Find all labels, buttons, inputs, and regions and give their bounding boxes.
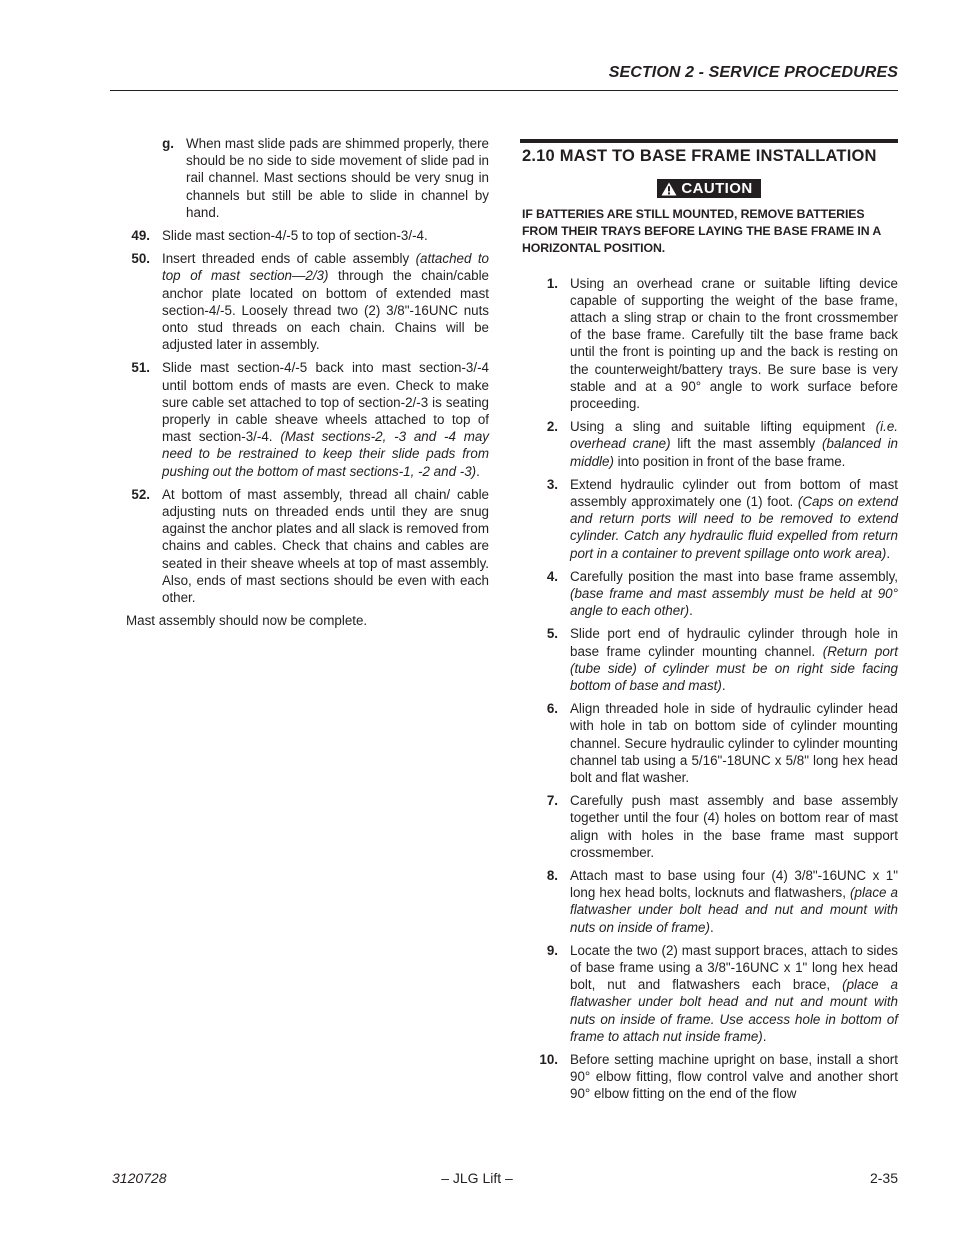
step-text-run: Attach mast to base using four (4) 3/8"-16UNC x 1" long hex head bolts, locknuts and flatwashers, xyxy=(570,868,898,901)
step-text-run: Using an overhead crane or suitable lifting device capable of supporting the weight of the base frame, attach a sling strap or chain to the front crossmember of the base frame. Carefully tilt the base frame back until the front is pointing up and the back is resting on the counterweight/battery trays. Be sure base is very stable and at a 90° angle to work surface before proceeding. xyxy=(570,275,898,411)
step-text-run: through the chain/cable anchor plate located on bottom of extended mast section-4/-5. Loosely thread two (2) 3/8"-16UNC nuts onto stud threads on each chain. Chains will be adjusted later in assembly. xyxy=(162,268,490,353)
section-heading: 2.10 MAST TO BASE FRAME INSTALLATION xyxy=(522,147,877,165)
doc-number: 3120728 xyxy=(112,1170,167,1186)
step-number: 1. xyxy=(546,275,558,291)
step-text xyxy=(570,275,898,413)
right-step xyxy=(520,1051,898,1103)
step-note: (i.e. overhead crane) xyxy=(570,419,898,452)
step-text xyxy=(162,359,489,479)
right-step xyxy=(520,867,898,936)
sub-item-text: When mast slide pads are shimmed properly, there should be no side to side movement of slide pad in rail channel. Mast sections should be very snug in channels but still be able to slide in channel by hand. xyxy=(186,136,489,220)
left-step xyxy=(122,227,489,244)
step-note: (Return port (tube side) of cylinder must be on right side facing bottom of base and mast) xyxy=(570,643,898,693)
step-number: 49. xyxy=(131,228,150,244)
step-text-run: Using a sling and suitable lifting equipment xyxy=(570,419,876,435)
caution-warning-text: IF BATTERIES ARE STILL MOUNTED, REMOVE BATTERIES FROM THEIR TRAYS BEFORE LAYING THE BASE FRAME IN A HORIZONTAL POSITION. xyxy=(522,206,881,256)
step-number: 6. xyxy=(546,701,558,717)
step-text-run: Extend hydraulic cylinder out from bottom of mast assembly approximately one (1) foot. xyxy=(570,476,898,509)
right-step xyxy=(520,568,898,620)
step-text xyxy=(162,250,489,353)
step-text xyxy=(570,867,898,936)
step-note: (base frame and mast assembly must be held at 90° angle to each other) xyxy=(570,585,898,619)
step-number: 9. xyxy=(546,942,558,958)
left-step xyxy=(122,486,489,606)
step-number: 51. xyxy=(131,360,150,376)
caution-banner xyxy=(520,179,898,200)
step-text-run: . xyxy=(709,919,714,935)
step-text xyxy=(570,1051,898,1103)
step-number: 50. xyxy=(131,251,150,267)
step-text xyxy=(570,418,898,470)
step-text-run: . xyxy=(886,545,891,561)
step-note: (place a flatwasher under bolt head and nut and mount with nuts on inside of frame) xyxy=(570,885,899,935)
step-number: 10. xyxy=(539,1052,558,1068)
sub-item-g xyxy=(122,135,489,221)
step-text-run: Before setting machine upright on base, install a short 90° elbow fitting, flow control valve and another short 90° elbow fitting on the end of the flow xyxy=(570,1052,898,1102)
step-text xyxy=(570,625,898,694)
section-title: SECTION 2 - SERVICE PROCEDURES xyxy=(608,64,898,81)
right-step xyxy=(520,700,898,786)
step-note: (place a flatwasher under bolt head and nut and mount with nuts on inside of frame. Use access hole in bottom of frame to attach nut inside frame) xyxy=(570,977,899,1044)
step-number: 5. xyxy=(546,626,558,642)
step-text-run: . xyxy=(721,677,726,693)
step-text-run: . xyxy=(762,1028,767,1044)
right-step xyxy=(520,792,898,861)
heading-rule xyxy=(520,139,898,143)
step-text-run: into position in front of the base frame. xyxy=(613,453,846,469)
right-step xyxy=(520,418,898,470)
caution-label: CAUTION xyxy=(681,180,753,198)
right-step xyxy=(520,476,898,562)
step-text xyxy=(570,568,898,620)
step-text-run: lift the mast assembly xyxy=(670,436,822,452)
step-text-run: Carefully position the mast into base frame assembly, xyxy=(570,568,898,584)
step-note: (attached to top of mast section—2/3) xyxy=(162,251,489,284)
step-text-run: At bottom of mast assembly, thread all chain/ cable adjusting nuts on threaded ends until they are snug against the anchor plates and all slack is removed from chains and cables. Check that chains and cables are seated in their sheave wheels at top of mast assembly. Also, ends of mast sections should be even with each other. xyxy=(162,486,489,606)
step-text xyxy=(570,942,898,1045)
step-number: 2. xyxy=(546,419,558,435)
step-text xyxy=(162,227,489,244)
publisher: – JLG Lift – xyxy=(441,1170,513,1186)
step-number: 7. xyxy=(546,793,558,809)
step-number: 4. xyxy=(546,568,558,584)
step-text-run: Slide port end of hydraulic cylinder through hole in base frame cylinder mounting channel. xyxy=(570,626,898,659)
step-note: (balanced in middle) xyxy=(570,436,898,469)
step-text-run: Slide mast section-4/-5 back into mast section-3/-4 until bottom ends of masts are even. Check to make sure cable set attached to top of section-2/-3 is seating properly in cable sheave wheels attached to top of mast section-3/-4. xyxy=(162,360,489,445)
step-text-run: Align threaded hole in side of hydraulic cylinder head with hole in tab on bottom side of cylinder mounting channel. Secure hydraulic cylinder to cylinder mounting channel tab using a 5/16"-18UNC x 5/8" long hex head bolt and flat washer. xyxy=(570,701,898,785)
right-step-list xyxy=(520,275,898,1103)
warning-triangle-icon xyxy=(661,182,677,196)
left-step-list xyxy=(122,227,489,606)
step-text-run: Slide mast section-4/-5 to top of section-3/-4. xyxy=(162,228,428,244)
step-text xyxy=(162,486,489,606)
right-column xyxy=(520,139,898,1109)
page-number: 2-35 xyxy=(869,1170,898,1186)
step-text xyxy=(570,476,898,562)
step-text-run: Insert threaded ends of cable assembly xyxy=(162,251,416,267)
step-text xyxy=(570,792,898,861)
step-text-run: . xyxy=(689,603,693,619)
right-step xyxy=(520,942,898,1045)
step-number: 3. xyxy=(546,476,558,492)
step-note: (Caps on extend and return ports will need to be removed to extend cylinder. Catch any hydraulic fluid expelled from return port in a container to prevent spillage onto work area) xyxy=(570,493,898,561)
closing-text: Mast assembly should now be complete. xyxy=(126,613,368,629)
caution-label-box xyxy=(657,179,760,198)
left-column xyxy=(122,135,489,629)
step-number: 52. xyxy=(131,486,150,502)
step-number: 8. xyxy=(546,868,558,884)
step-text xyxy=(570,700,898,786)
step-text-run: . xyxy=(476,463,480,479)
sub-item-label: g. xyxy=(162,136,174,151)
right-step xyxy=(520,625,898,694)
left-step xyxy=(122,359,489,479)
step-note: (Mast sections-2, -3 and -4 may need to be restrained to keep their slide pads from pushing out the bottom of mast sections-1, -2 and -3) xyxy=(162,429,490,479)
step-text-run: Carefully push mast assembly and base assembly together until the four (4) holes on bottom rear of mast align with holes in the base frame mast support crossmember. xyxy=(570,793,898,860)
right-step xyxy=(520,275,898,413)
step-text-run: Locate the two (2) mast support braces, attach to sides of base frame using a 3/8"-16UNC x 1" long hex head bolt, nut and flatwashers each brace, xyxy=(570,942,898,993)
left-step xyxy=(122,250,489,353)
page-header xyxy=(110,64,898,91)
